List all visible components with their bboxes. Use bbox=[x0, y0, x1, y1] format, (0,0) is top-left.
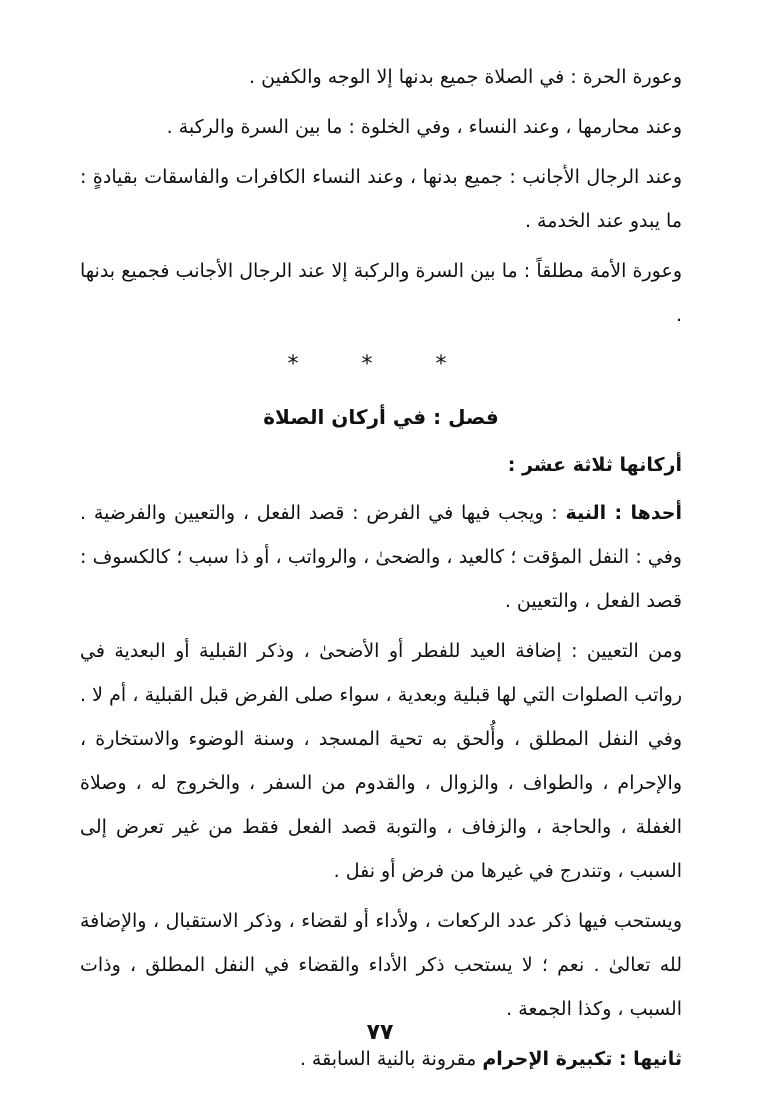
section-title: فصل : في أركان الصلاة bbox=[263, 405, 499, 429]
paragraph-specification: ومن التعيين : إضافة العيد للفطر أو الأضحىٰ ، وذكر القبلية أو البعدية في رواتب الصلوات التي لها قبلية وبعدية ، سواء صلى الفرض قبل القبلية ، أم لا . وفي النفل المطلق ، وأُلحق به تحية المسجد ، وسنة الوضوء والاستخارة ، والإحرام ، والطواف ، والزوال ، والقدوم من السفر ، والخروج له ، وصلاة الغفلة ، والحاجة ، والزفاف ، والتوبة قصد الفعل فقط من غير تعرض إلى السبب ، وتندرج في غيرها من فرض أو نفل . bbox=[80, 640, 682, 882]
paragraph-recommended: ويستحب فيها ذكر عدد الركعات ، ولأداء أو لقضاء ، وذكر الاستقبال ، والإضافة لله تعالىٰ . نعم ؛ لا يستحب ذكر الأداء والقضاء في النفل المطلق ، وذات السبب ، وكذا الجمعة . bbox=[80, 910, 682, 1020]
page-body bbox=[80, 55, 682, 1087]
second-pillar-text: مقرونة بالنية السابقة . bbox=[299, 1048, 483, 1070]
first-pillar-text: : ويجب فيها في الفرض : قصد الفعل ، والتعيين والفرضية . وفي : النفل المؤقت ؛ كالعيد ، والضحىٰ ، والرواتب ، أو ذا سبب ؛ كالكسوف : قصد الفعل ، والتعيين . bbox=[80, 502, 682, 612]
paragraph-mahram: وعند محارمها ، وعند النساء ، وفي الخلوة : ما بين السرة والركبة . bbox=[166, 116, 682, 138]
second-pillar-lead: ثانيها : تكبيرة الإحرام bbox=[482, 1048, 682, 1070]
section-divider-stars: * * * bbox=[287, 352, 475, 377]
page-number: ٧٧ bbox=[366, 1020, 394, 1045]
first-pillar-lead: أحدها : النية bbox=[565, 502, 683, 524]
paragraph-awrah-free-woman: وعورة الحرة : في الصلاة جميع بدنها إلا الوجه والكفين . bbox=[249, 66, 682, 88]
paragraph-slave-woman: وعورة الأمة مطلقاً : ما بين السرة والركبة إلا عند الرجال الأجانب فجميع بدنها . bbox=[80, 260, 682, 326]
pillars-subtitle: أركانها ثلاثة عشر : bbox=[507, 454, 682, 476]
paragraph-foreign-men: وعند الرجال الأجانب : جميع بدنها ، وعند النساء الكافرات والفاسقات بقيادةٍ : ما يبدو عند الخدمة . bbox=[80, 166, 682, 232]
paragraph-first-pillar bbox=[80, 491, 682, 623]
